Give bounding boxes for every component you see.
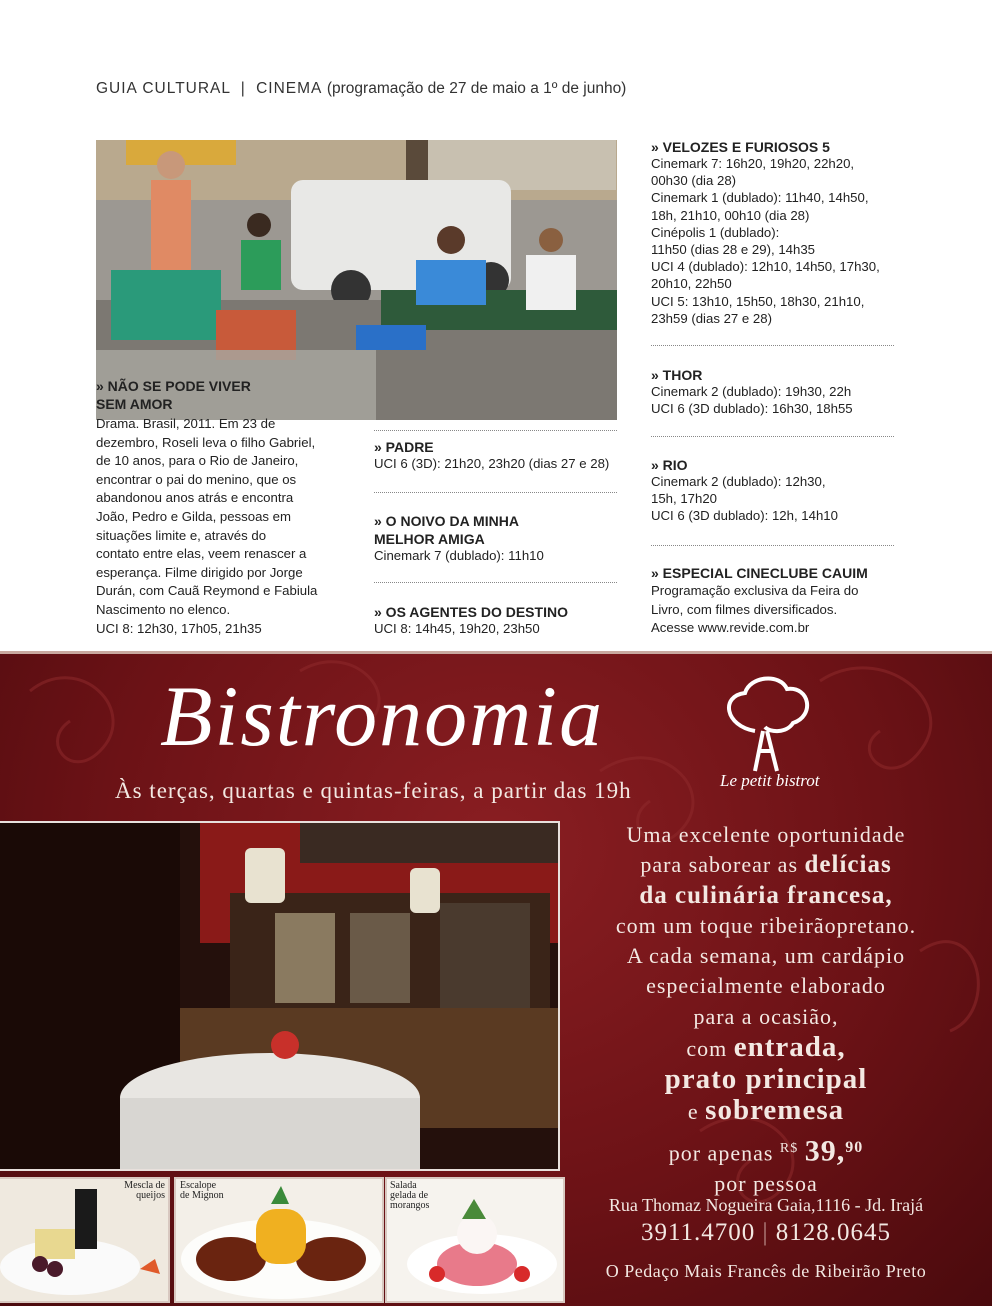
times: 16h30, 18h55 [768, 401, 853, 417]
price-prefix: por apenas [668, 1140, 774, 1166]
showtime-line [651, 241, 880, 258]
promo-highlight: entrada, [733, 1031, 846, 1064]
venue: UCI 5: [651, 293, 689, 309]
venue: UCI 6 (3D): [374, 456, 441, 471]
dish-label [124, 1181, 165, 1201]
synopsis-line: abandonou anos atrás e encontra [96, 490, 294, 506]
showtime-noivo [374, 547, 544, 566]
showtime-line [651, 310, 880, 327]
film-title-rio: » RIO [651, 457, 688, 473]
bistrot-logo-icon [715, 671, 815, 781]
film-title-velozes: » VELOZES E FURIOSOS 5 [651, 139, 830, 155]
dish-label [390, 1181, 429, 1211]
venue: UCI 6 (3D dublado): [651, 508, 769, 524]
showtime-line [651, 189, 880, 206]
promo-highlight: sobremesa [705, 1093, 845, 1126]
showtime-line [651, 473, 838, 490]
price-value: 39, [804, 1134, 846, 1168]
venue: Cinépolis 1 (dublado): [651, 224, 780, 240]
venue: Cinemark 1 (dublado): [651, 190, 782, 206]
showtimes-rio [651, 473, 838, 525]
promo-line: especialmente elaborado [646, 973, 886, 999]
promo-line [570, 850, 962, 880]
restaurant-interior-illustration [0, 823, 558, 1169]
logo-caption: Le petit bistrot [720, 771, 820, 790]
promo-line: Uma excelente oportunidade [626, 822, 906, 847]
promo-highlight: delícias [804, 851, 892, 879]
dish-label-line: Salada [390, 1180, 417, 1191]
showtime-line [651, 172, 880, 189]
promo-copy [570, 820, 962, 1199]
times: 18h, 21h10, 00h10 (dia 28) [651, 207, 810, 223]
showtime-padre [374, 455, 609, 474]
dish-photo-strawberry [385, 1177, 565, 1303]
times: 00h30 (dia 28) [651, 173, 737, 189]
ad-slogan: O Pedaço Mais Francês de Ribeirão Preto [605, 1261, 927, 1281]
synopsis-line: esperança. Filme dirigido por Jorge [96, 564, 303, 580]
divider [374, 492, 617, 493]
info-line: Programação exclusiva da Feira do [651, 583, 859, 598]
promo-text: para saborear as [640, 852, 805, 878]
film-title-noivo [374, 512, 519, 548]
film-title-thor: » THOR [651, 367, 703, 383]
info-line: Livro, com filmes diversificados. [651, 601, 838, 617]
film-title-padre: » PADRE [374, 439, 434, 455]
promo-line: com um toque ribeirãopretano. [615, 912, 917, 938]
promo-line [570, 1095, 962, 1127]
page-header [96, 80, 626, 98]
price-cents: 90 [845, 1138, 864, 1156]
title-line: » O NOIVO DA MINHA [374, 513, 519, 529]
dish-label-line: gelada de [390, 1190, 429, 1201]
header-divider: | [240, 80, 246, 97]
promo-line: para a ocasião, [693, 1003, 839, 1029]
ad-phones [560, 1219, 972, 1247]
times: 20h10, 22h50 [651, 276, 732, 292]
showtime-line [651, 155, 880, 172]
synopsis-line: de 10 anos, para o Rio de Janeiro, [96, 453, 299, 469]
brand-title: Bistronomia [160, 668, 605, 764]
times: 12h30, 17h05, 21h35 [133, 620, 262, 636]
synopsis-line: contato entre elas, veem renascer a [96, 546, 307, 562]
divider [374, 582, 617, 583]
ad-days: Às terças, quartas e quintas-feiras, a partir das 19h [115, 778, 632, 803]
showtimes-thor [651, 383, 853, 417]
venue: Cinemark 2 (dublado): [651, 474, 782, 489]
venue: UCI 8: [96, 620, 134, 636]
promo-line: A cada semana, um cardápio [626, 943, 906, 969]
times: 13h10, 15h50, 18h30, 21h10, [688, 293, 865, 309]
phone-number: 3911.4700 [640, 1219, 756, 1246]
venue: Cinemark 7: [651, 156, 723, 171]
promo-line: prato principal [664, 1063, 868, 1096]
promo-line [570, 1032, 962, 1064]
film-title-nao-se-pode [96, 377, 251, 413]
header-section: GUIA CULTURAL [96, 80, 231, 97]
promo-line: da culinária francesa, [639, 881, 893, 909]
film-synopsis-nao-se-pode [96, 415, 356, 638]
venue: Cinemark 7 (dublado): [374, 548, 505, 563]
showtime-agentes [374, 620, 540, 639]
promo-text: com [686, 1036, 734, 1062]
synopsis-line: encontrar o pai do menino, que os [96, 471, 297, 487]
synopsis-line: Drama. Brasil, 2011. Em 23 de [96, 416, 276, 431]
dish-label-line: Mescla de [124, 1180, 165, 1191]
times: 19h30, 22h [781, 384, 852, 399]
dish-label-line: Escalope [180, 1180, 217, 1191]
film-title-cineclube: » ESPECIAL CINECLUBE CAUIM [651, 565, 868, 581]
info-cineclube [651, 582, 858, 638]
divider [651, 436, 894, 437]
divider [374, 430, 617, 431]
header-dates: (programação de 27 de maio a 1º de junho) [326, 80, 627, 97]
times: 11h40, 14h50, [781, 190, 869, 206]
restaurant-photo [0, 821, 560, 1171]
showtime-line [651, 224, 880, 241]
showtime-line [651, 383, 853, 400]
divider [651, 545, 894, 546]
dish-label-line: morangos [390, 1200, 430, 1211]
times: 11h10 [504, 548, 544, 563]
showtime-line [651, 507, 838, 524]
dish-label-line: de Mignon [180, 1190, 224, 1201]
synopsis-line: Nascimento no elenco. [96, 601, 231, 617]
synopsis-line: dezembro, Roseli leva o filho Gabriel, [96, 434, 316, 450]
phone-separator: | [762, 1219, 769, 1246]
times: 14h45, 19h20, 23h50 [411, 621, 540, 636]
showtime-line [651, 258, 880, 275]
venue: UCI 6 (3D dublado): [651, 401, 769, 417]
times: 21h20, 23h20 (dias 27 e 28) [440, 456, 610, 471]
ad-top-border [0, 651, 992, 654]
times: 12h10, 14h50, 17h30, [747, 259, 880, 275]
title-line: » NÃO SE PODE VIVER [96, 378, 251, 394]
dish-photo-cheese [0, 1177, 170, 1303]
times: 23h59 (dias 27 e 28) [651, 310, 772, 326]
showtime-line [651, 490, 838, 507]
dish-label-line: queijos [136, 1190, 165, 1201]
times: 16h20, 19h20, 22h20, [722, 156, 855, 171]
header-category: CINEMA [256, 80, 322, 97]
showtimes-velozes [651, 155, 880, 327]
dish-photo-mignon [174, 1177, 384, 1303]
times: 12h30, [781, 474, 826, 489]
promo-price [570, 1133, 962, 1169]
film-title-agentes: » OS AGENTES DO DESTINO [374, 604, 568, 620]
phone-number: 8128.0645 [775, 1219, 892, 1246]
showtime-line [651, 207, 880, 224]
ad-address: Rua Thomaz Nogueira Gaia,1116 - Jd. Irajá [608, 1195, 924, 1215]
showtime-line [651, 293, 880, 310]
synopsis-line: João, Pedro e Gilda, pessoas em [96, 508, 291, 524]
dish-label [180, 1181, 224, 1201]
venue: UCI 4 (dublado): [651, 259, 748, 275]
price-currency: R$ [779, 1140, 799, 1156]
bistronomia-advertisement [0, 651, 992, 1306]
showtime-line [96, 620, 356, 639]
promo-text: e [687, 1098, 706, 1124]
synopsis-line: situações limite e, através do [96, 527, 267, 543]
divider [651, 345, 894, 346]
times: 15h, 17h20 [651, 491, 718, 507]
venue: Cinemark 2 (dublado): [651, 384, 782, 399]
venue: UCI 8: [374, 621, 412, 636]
promo-line: por pessoa [714, 1170, 818, 1196]
info-line: Acesse www.revide.com.br [651, 620, 810, 636]
synopsis-line: Durán, com Cauã Reymond e Fabiula [96, 583, 318, 599]
title-line: MELHOR AMIGA [374, 531, 485, 547]
times: 12h, 14h10 [768, 508, 838, 524]
showtime-line [651, 400, 853, 417]
title-line: SEM AMOR [96, 396, 173, 412]
times: 11h50 (dias 28 e 29), 14h35 [651, 242, 815, 258]
showtime-line [651, 275, 880, 292]
